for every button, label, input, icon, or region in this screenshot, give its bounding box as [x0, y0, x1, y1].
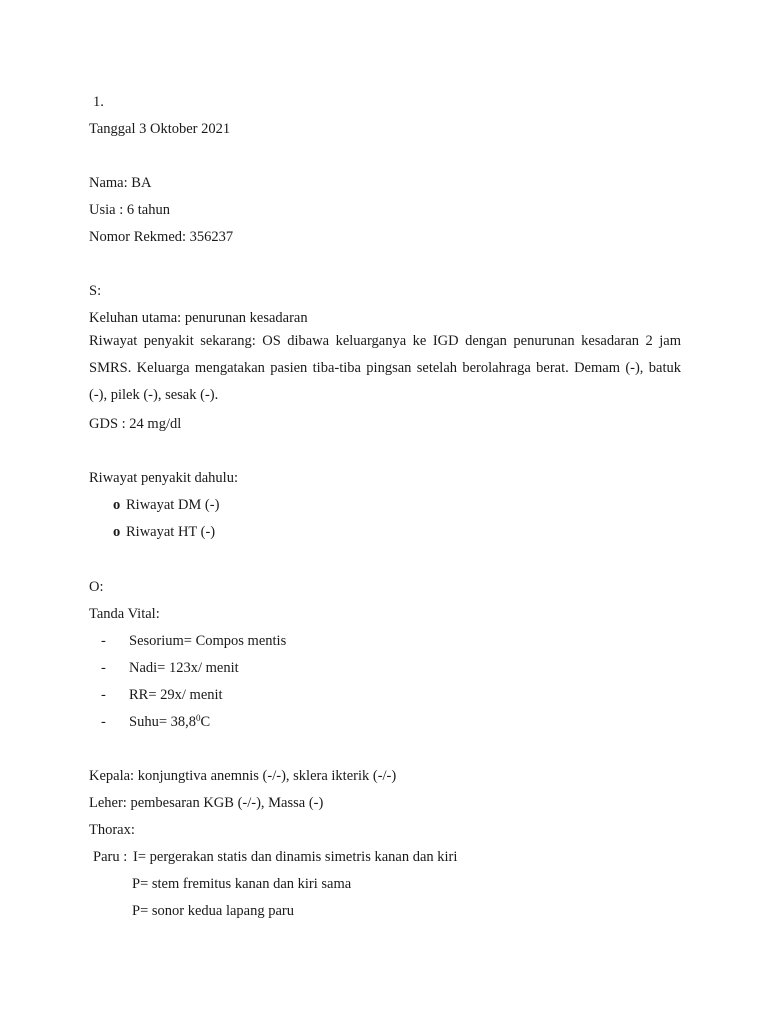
lung-inspection: I= pergerakan statis dan dinamis simetris kanan dan kiri [133, 849, 458, 865]
vital-item-rr [101, 686, 223, 704]
temperature-unit: C [200, 714, 211, 730]
vital-item-pulse [101, 659, 239, 677]
past-history-text: Riwayat HT (-) [126, 524, 216, 540]
bullet-icon: o [113, 497, 121, 513]
case-number: 1. [93, 94, 104, 110]
vital-item-sensorium [101, 632, 286, 650]
chief-complaint: Keluhan utama: penurunan kesadaran [89, 310, 308, 326]
dash-bullet: - [101, 687, 106, 703]
vital-item-temperature [101, 713, 210, 731]
past-history-item [113, 523, 215, 541]
thorax-label: Thorax: [89, 822, 135, 838]
degree-superscript: 0 [196, 713, 201, 723]
bullet-icon: o [113, 524, 121, 540]
neck-exam: Leher: pembesaran KGB (-/-), Massa (-) [89, 795, 324, 811]
vital-text: RR= 29x/ menit [129, 687, 223, 703]
current-illness-history: Riwayat penyakit sekarang: OS dibawa keluarganya ke IGD dengan penurunan kesadaran 2 jam SMRS. Keluarga mengatakan pasien tiba-tiba pingsan setelah berolahraga berat. Demam (-), batuk (-), pilek (-), sesak (-). [89, 333, 681, 403]
dash-bullet: - [101, 660, 106, 676]
vital-signs-label: Tanda Vital: [89, 606, 160, 622]
past-history-label: Riwayat penyakit dahulu: [89, 470, 238, 486]
dash-bullet: - [101, 714, 106, 730]
lung-label: Paru : [93, 849, 128, 865]
patient-record-number: Nomor Rekmed: 356237 [89, 229, 234, 245]
objective-heading: O: [89, 579, 104, 595]
patient-age: Usia : 6 tahun [89, 202, 170, 218]
vital-text: Nadi= 123x/ menit [129, 660, 239, 676]
vital-text: Suhu= 38,8 [129, 714, 196, 730]
past-history-text: Riwayat DM (-) [126, 497, 220, 513]
lung-percussion: P= sonor kedua lapang paru [132, 903, 294, 919]
subjective-heading: S: [89, 283, 102, 299]
past-history-item [113, 496, 219, 514]
head-exam: Kepala: konjungtiva anemnis (-/-), sklera ikterik (-/-) [89, 768, 397, 784]
dash-bullet: - [101, 633, 106, 649]
patient-name: Nama: BA [89, 175, 152, 191]
vital-text: Sesorium= Compos mentis [129, 633, 287, 649]
date-line: Tanggal 3 Oktober 2021 [89, 121, 231, 137]
blood-glucose: GDS : 24 mg/dl [89, 416, 182, 432]
lung-palpation: P= stem fremitus kanan dan kiri sama [132, 876, 352, 892]
